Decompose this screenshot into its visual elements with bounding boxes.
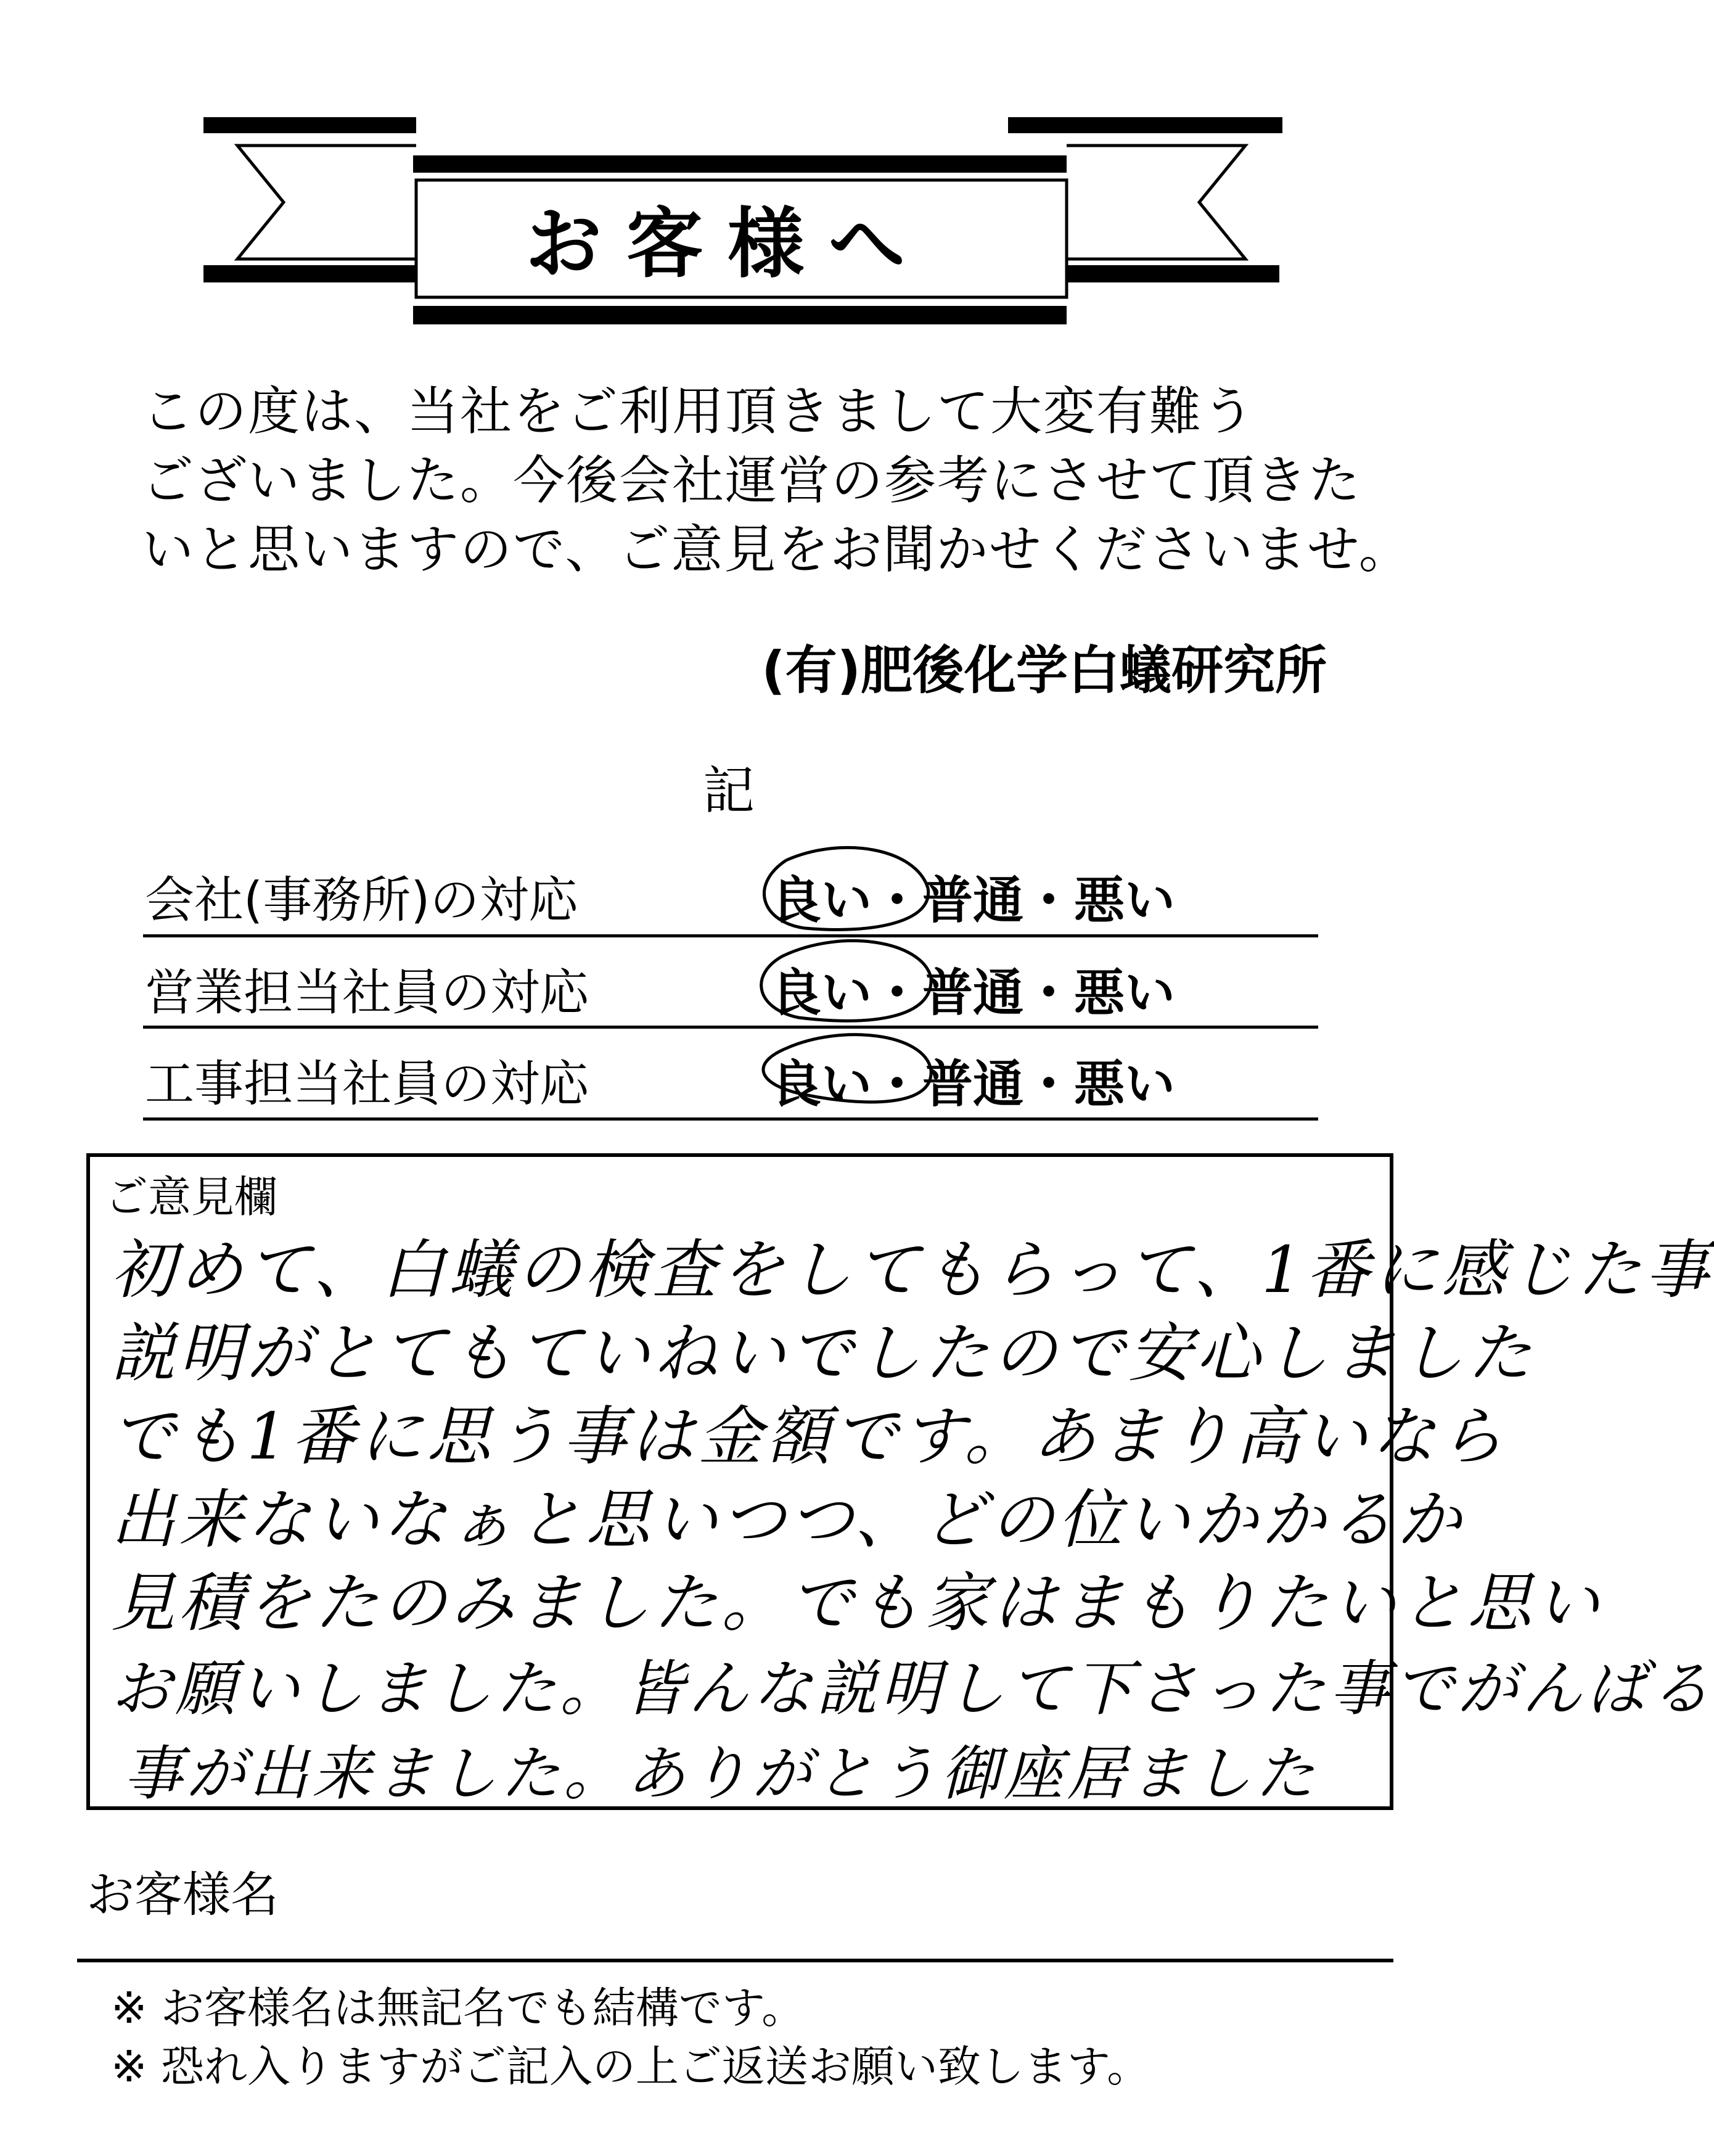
banner-bar-bottom-right (1067, 265, 1279, 282)
opinion-handwritten-line-6: お願いしました。皆んな説明して下さった事でがんばる (111, 1654, 1714, 1724)
record-heading: 記 (703, 760, 755, 821)
handdrawn-circles (749, 842, 953, 1101)
opinion-label: ご意見欄 (105, 1172, 277, 1222)
banner-bar-top-right (1008, 117, 1282, 133)
survey-row-rating-sales[interactable]: 良い・普通・悪い (771, 964, 1176, 1022)
selected-circle-office (764, 847, 928, 929)
survey-row-label-construction: 工事担当社員の対応 (145, 1055, 589, 1113)
survey-row-rating-construction[interactable]: 良い・普通・悪い (771, 1055, 1176, 1114)
survey-row-divider-1 (143, 934, 1318, 937)
intro-line-1: この度は、当社をご利用頂きまして大変有難う (142, 381, 1256, 442)
survey-row-rating-office[interactable]: 良い・普通・悪い (771, 871, 1176, 930)
company-name: (有)肥後化学白蟻研究所 (761, 640, 1327, 701)
intro-line-2: ございました。今後会社運営の参考にさせて頂きた (142, 450, 1362, 511)
customer-name-label: お客様名 (86, 1867, 279, 1923)
banner-bar-bottom-center (413, 306, 1067, 324)
selected-circle-construction (763, 1035, 931, 1102)
survey-row-label-sales: 営業担当社員の対応 (145, 964, 589, 1021)
survey-row-divider-2 (143, 1026, 1318, 1029)
survey-row-label-office: 会社(事務所)の対応 (145, 871, 578, 929)
opinion-handwritten-line-4: 出来ないなぁと思いつつ、どの位いかかるか (111, 1482, 1465, 1557)
intro-line-3: いと思いますので、ご意見をお聞かせくださいませ。 (142, 519, 1412, 580)
opinion-handwritten-line-5: 見積をたのみました。でも家はまもりたいと思い (111, 1565, 1604, 1640)
banner-bar-top-center (413, 155, 1067, 173)
banner-bar-bottom-left (203, 265, 416, 282)
banner-bar-top-left (203, 117, 416, 133)
opinion-handwritten-line-2: 説明がとてもていねいでしたので安心しました (111, 1315, 1536, 1391)
note-anonymous: ※ お客様名は無記名でも結構です。 (111, 1983, 805, 2033)
customer-name-line[interactable] (77, 1959, 1393, 1962)
opinion-handwritten-line-1: 初めて、白蟻の検査をしてもらって、1番に感じた事 (111, 1232, 1713, 1307)
survey-row-divider-3 (143, 1117, 1318, 1121)
banner-ribbon-left (237, 146, 416, 259)
selected-circle-sales (761, 940, 931, 1021)
note-return: ※ 恐れ入りますがご記入の上ご返送お願い致します。 (111, 2041, 1150, 2092)
banner-ribbon-right (1067, 146, 1245, 259)
opinion-handwritten-line-7: 事が出来ました。ありがとう御座居ました (123, 1739, 1318, 1808)
page-title: お客様へ (525, 199, 930, 289)
opinion-handwritten-line-3: でも1番に思う事は金額です。あまり高いなら (111, 1399, 1507, 1474)
